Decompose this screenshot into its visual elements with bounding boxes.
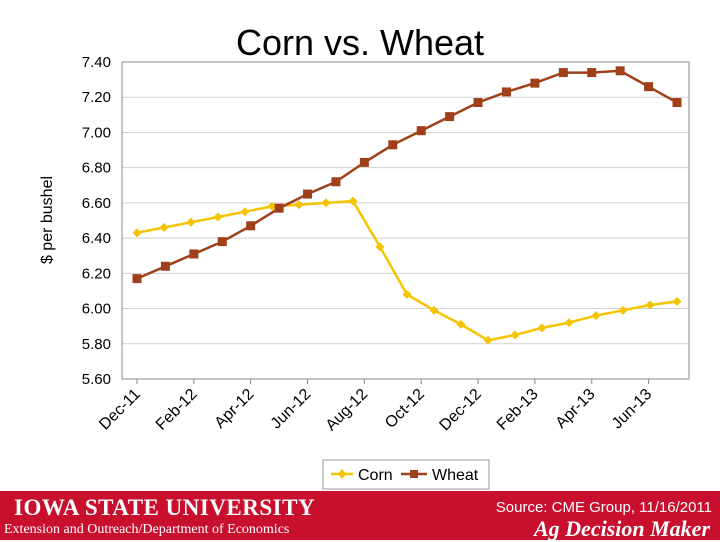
y-tick-label: 6.40	[81, 230, 111, 248]
data-point-wheat	[445, 112, 454, 121]
data-point-corn	[565, 318, 574, 327]
y-tick-label: 7.20	[81, 89, 111, 107]
university-logo-text: IOWA STATE UNIVERSITY	[14, 495, 316, 520]
series-line-wheat	[137, 71, 677, 279]
legend-corn-label: Corn	[358, 467, 393, 484]
y-tick-label: 5.80	[81, 335, 111, 353]
data-point-wheat	[474, 98, 483, 107]
data-point-wheat	[530, 79, 539, 88]
data-point-wheat	[275, 204, 284, 213]
source-text: Source: CME Group, 11/16/2011	[495, 499, 712, 516]
data-point-corn	[241, 207, 250, 216]
data-point-corn	[187, 218, 196, 227]
y-tick-label: 6.00	[81, 300, 111, 318]
data-point-wheat	[587, 68, 596, 77]
y-axis-ticks	[82, 54, 111, 388]
data-point-wheat	[502, 87, 511, 96]
data-point-wheat	[189, 249, 198, 258]
x-tick-label: Feb-13	[493, 385, 542, 434]
legend	[323, 460, 489, 489]
data-point-wheat	[388, 140, 397, 149]
legend-wheat-label: Wheat	[432, 467, 479, 484]
gridlines	[122, 62, 689, 379]
data-point-corn	[133, 228, 142, 237]
data-point-corn	[322, 198, 331, 207]
data-point-wheat	[559, 68, 568, 77]
data-point-wheat	[644, 82, 653, 91]
x-tick-label: Feb-12	[152, 385, 201, 434]
y-tick-label: 7.00	[81, 124, 111, 142]
x-tick-label: Dec-12	[436, 385, 485, 435]
data-point-corn	[673, 297, 682, 306]
data-point-wheat	[360, 158, 369, 167]
data-point-corn	[214, 212, 223, 221]
x-tick-label: Apr-13	[552, 385, 599, 432]
x-axis-ticks	[96, 379, 655, 434]
data-point-corn	[538, 323, 547, 332]
data-point-wheat	[331, 177, 340, 186]
data-point-wheat	[246, 221, 255, 230]
x-tick-label: Apr-12	[211, 385, 258, 432]
data-point-wheat	[218, 237, 227, 246]
legend-wheat-marker	[410, 470, 418, 478]
data-point-corn	[619, 306, 628, 315]
x-tick-label: Jun-12	[267, 385, 315, 433]
series-layer	[133, 66, 682, 344]
data-point-wheat	[161, 262, 170, 271]
brand-logo-text: Ag Decision Maker	[534, 516, 710, 541]
data-point-wheat	[133, 274, 142, 283]
y-tick-label: 6.60	[81, 194, 111, 212]
data-point-wheat	[417, 126, 426, 135]
y-tick-label: 6.80	[81, 159, 111, 177]
y-tick-label: 6.20	[81, 265, 111, 283]
data-point-wheat	[673, 98, 682, 107]
plot-area-border	[122, 62, 689, 379]
y-tick-label: 5.60	[81, 371, 111, 388]
data-point-wheat	[303, 190, 312, 199]
department-text: Extension and Outreach/Department of Economics	[4, 522, 290, 537]
data-point-corn	[160, 223, 169, 232]
x-tick-label: Jun-13	[608, 385, 656, 433]
footer-bar	[0, 491, 720, 540]
data-point-corn	[592, 311, 601, 320]
data-point-wheat	[616, 66, 625, 75]
x-tick-label: Aug-12	[322, 385, 372, 435]
y-tick-label: 7.40	[81, 54, 111, 71]
x-tick-label: Oct-12	[382, 385, 429, 432]
y-axis-label: $ per bushel	[39, 175, 56, 265]
slide-title: Corn vs. Wheat	[235, 22, 485, 63]
x-tick-label: Dec-11	[96, 385, 144, 434]
data-point-corn	[511, 330, 520, 339]
data-point-corn	[295, 200, 304, 209]
